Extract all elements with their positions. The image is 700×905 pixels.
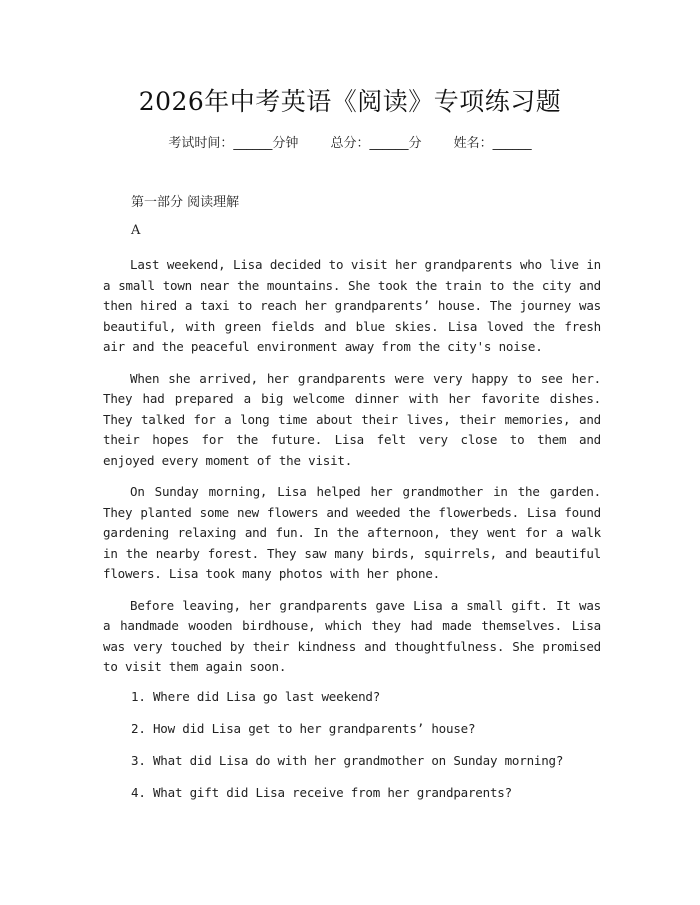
- student-name-field: 姓名：______: [453, 136, 532, 151]
- passage-paragraph: Last weekend, Lisa decided to visit her grandparents who live in a small town near the mountains. She took the train to the city and then hired a taxi to reach her grandparents’ house. The journey was beautiful, with green fields and blue skies. Lisa loved the fresh air and the peaceful environment away from the city's noise.: [103, 257, 601, 354]
- section-title: 第一部分 阅读理解: [131, 195, 240, 210]
- question-item: 4. What gift did Lisa receive from her grandparents?: [131, 785, 512, 800]
- passage-paragraph: On Sunday morning, Lisa helped her grandmother in the garden. They planted some new flowers and weeded the flowerbeds. Lisa found gardening relaxing and fun. In the afternoon, they went for a walk in the nearby forest. They saw many birds, squirrels, and beautiful flowers. Lisa took many photos with her phone.: [103, 484, 601, 581]
- passage-paragraph: Before leaving, her grandparents gave Lisa a small gift. It was a handmade wooden birdhouse, which they had made themselves. Lisa was very touched by their kindness and thoughtfulness. She promised to visit them again soon.: [103, 597, 601, 674]
- total-score-field: 总分：______分: [330, 136, 422, 151]
- exam-time-field: 考试时间：______分钟: [168, 136, 299, 151]
- document-title: 2026年中考英语《阅读》专项练习题: [138, 87, 562, 116]
- question-item: 2. How did Lisa get to her grandparents’ house?: [131, 721, 476, 736]
- exam-meta: [0, 132, 700, 151]
- question-item: 1. Where did Lisa go last weekend?: [131, 689, 381, 704]
- passage-paragraph: When she arrived, her grandparents were very happy to see her. They had prepared a big welcome dinner with her favorite dishes. They talked for a long time about their lives, their memories, and their hopes for the future. Lisa felt very close to them and enjoyed every moment of the visit.: [103, 370, 601, 468]
- question-list: [131, 689, 563, 817]
- passage-label: A: [131, 223, 141, 238]
- reading-passage: [103, 255, 601, 689]
- question-item: 3. What did Lisa do with her grandmother on Sunday morning?: [131, 753, 564, 768]
